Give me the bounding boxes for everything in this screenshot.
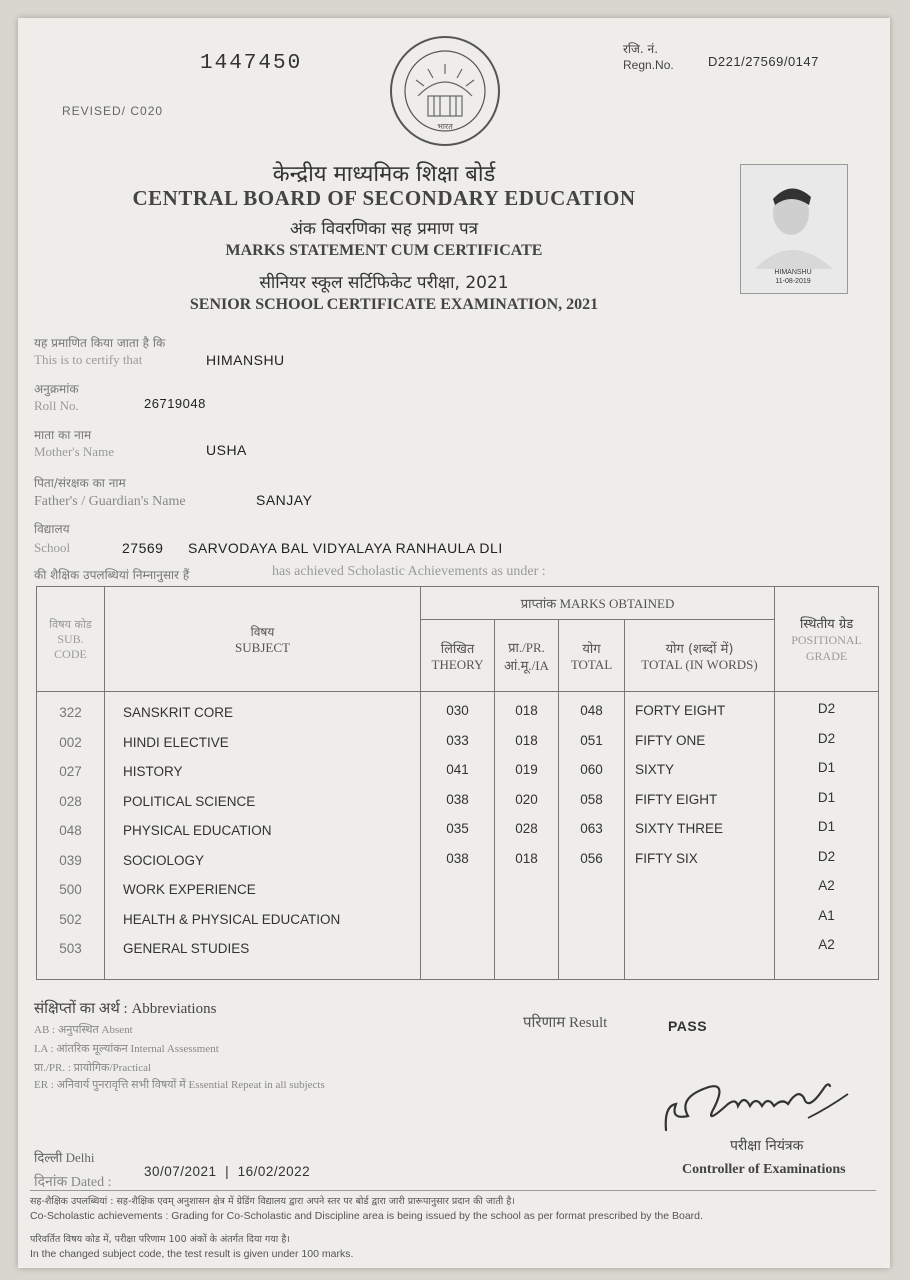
board-title: CENTRAL BOARD OF SECONDARY EDUCATION bbox=[132, 186, 636, 210]
result-label: परिणाम Result bbox=[523, 1015, 608, 1031]
achievement-label-hindi: की शैक्षिक उपलब्धियां निम्नानुसार हैं bbox=[34, 568, 190, 582]
place: दिल्ली Delhi bbox=[34, 1150, 95, 1165]
achievement-label: has achieved Scholastic Achievements as under : bbox=[272, 564, 546, 579]
total-marks bbox=[559, 903, 624, 933]
subject-name: POLITICAL SCIENCE bbox=[123, 793, 256, 809]
header-subject: विषय SUBJECT bbox=[105, 587, 421, 692]
col-subjects bbox=[105, 692, 421, 980]
theory-marks bbox=[421, 873, 494, 903]
sub-code: 322 bbox=[59, 705, 82, 720]
total-marks bbox=[559, 932, 624, 962]
positional-grade: A1 bbox=[818, 907, 835, 923]
subject-name: HISTORY bbox=[123, 764, 183, 779]
controller-label: Controller of Examinations bbox=[682, 1162, 846, 1177]
theory-marks: 041 bbox=[446, 762, 469, 777]
photo-caption-date: 11-08-2019 bbox=[775, 278, 811, 285]
regn-label-hindi: रजि. नं. bbox=[623, 42, 659, 56]
regn-label: Regn.No. bbox=[623, 58, 674, 72]
photo-caption-name: HIMANSHU bbox=[774, 269, 812, 276]
practical-marks: 018 bbox=[515, 732, 538, 748]
certificate-title: MARKS STATEMENT CUM CERTIFICATE bbox=[225, 242, 543, 259]
mother-name: USHA bbox=[206, 442, 247, 458]
total-in-words bbox=[625, 932, 774, 962]
header-total-words: योग (शब्दों में) TOTAL (IN WORDS) bbox=[625, 620, 775, 692]
header-marks-obtained: प्राप्तांक MARKS OBTAINED bbox=[421, 587, 775, 620]
footer-divider bbox=[30, 1190, 876, 1191]
col-total bbox=[559, 692, 625, 980]
practical-marks: 020 bbox=[515, 791, 538, 807]
sub-code: 502 bbox=[59, 911, 82, 927]
subject-name: HINDI ELECTIVE bbox=[123, 734, 229, 750]
mother-label: Mother's Name bbox=[34, 444, 114, 459]
total-in-words bbox=[625, 903, 774, 933]
practical-marks: 018 bbox=[515, 850, 538, 866]
note-changed-code: In the changed subject code, the test result is given under 100 marks. bbox=[30, 1248, 354, 1260]
total-marks: 058 bbox=[580, 791, 603, 807]
positional-grade: D2 bbox=[817, 848, 836, 864]
abbr-absent: AB : अनुपस्थित Absent bbox=[34, 1024, 133, 1036]
practical-marks: 028 bbox=[515, 821, 538, 836]
col-practical bbox=[495, 692, 559, 980]
regn-number: D221/27569/0147 bbox=[708, 54, 819, 69]
dated-label: दिनांक Dated : bbox=[34, 1175, 112, 1190]
total-in-words: FORTY EIGHT bbox=[635, 703, 726, 718]
revised-code: REVISED/ C020 bbox=[62, 104, 164, 118]
practical-marks bbox=[495, 932, 558, 962]
signature-icon bbox=[658, 1058, 858, 1148]
positional-grade: A2 bbox=[818, 937, 835, 952]
positional-grade: D1 bbox=[817, 789, 836, 805]
total-in-words: FIFTY EIGHT bbox=[635, 791, 718, 807]
marks-table bbox=[36, 586, 879, 980]
sub-code: 500 bbox=[59, 882, 82, 897]
header-sub-code: विषय कोड SUB. CODE bbox=[37, 587, 105, 692]
positional-grade: D2 bbox=[817, 701, 836, 716]
board-title-hindi: केन्द्रीय माध्यमिक शिक्षा बोर्ड bbox=[272, 162, 496, 187]
total-in-words: SIXTY bbox=[635, 762, 675, 777]
theory-marks: 038 bbox=[446, 791, 469, 807]
subject-name: WORK EXPERIENCE bbox=[123, 882, 256, 897]
father-label: Father's / Guardian's Name bbox=[34, 494, 186, 509]
result-value: PASS bbox=[668, 1018, 708, 1034]
header-positional-grade: स्थितीय ग्रेड POSITIONAL GRADE bbox=[775, 587, 879, 692]
roll-label: Roll No. bbox=[34, 398, 79, 413]
col-words bbox=[625, 692, 775, 980]
col-codes bbox=[37, 692, 105, 980]
cbse-seal-icon bbox=[388, 34, 502, 148]
theory-marks: 033 bbox=[446, 732, 469, 748]
positional-grade: D1 bbox=[817, 760, 836, 775]
exam-title-hindi: सीनियर स्कूल सर्टिफिकेट परीक्षा, 2021 bbox=[259, 273, 509, 293]
sub-code: 048 bbox=[59, 823, 82, 838]
certificate-title-hindi: अंक विवरणिका सह प्रमाण पत्र bbox=[289, 219, 479, 239]
total-marks: 051 bbox=[580, 732, 603, 748]
subject-name: HEALTH & PHYSICAL EDUCATION bbox=[123, 911, 341, 927]
mother-label-hindi: माता का नाम bbox=[34, 428, 92, 442]
school-label: School bbox=[34, 540, 71, 555]
note-co-scholastic-hindi: सह-शैक्षिक उपलब्धियां : सह-शैक्षिक एवम् अनुशासन क्षेत्र में ग्रेडिंग विद्यालय द्वारा अपने स्तर पर बोर्ड द्वारा जारी प्रारूपानुसार प्रदान की जाती है। bbox=[30, 1196, 515, 1207]
abbreviations-title: संक्षिप्तों का अर्थ : Abbreviations bbox=[34, 1001, 217, 1017]
header-theory: लिखित THEORY bbox=[421, 620, 495, 692]
sub-code: 002 bbox=[59, 734, 82, 750]
positional-grade: A2 bbox=[818, 878, 835, 893]
practical-marks: 019 bbox=[515, 762, 538, 777]
header-total: योग TOTAL bbox=[559, 620, 625, 692]
abbr-internal: I.A : आंतरिक मूल्यांकन Internal Assessment bbox=[34, 1043, 219, 1055]
certify-label-hindi: यह प्रमाणित किया जाता है कि bbox=[34, 336, 166, 350]
total-in-words: FIFTY SIX bbox=[635, 850, 698, 866]
photo-caption bbox=[740, 268, 846, 286]
total-in-words: FIFTY ONE bbox=[635, 732, 706, 748]
candidate-name: HIMANSHU bbox=[206, 352, 285, 368]
marks-certificate bbox=[18, 18, 890, 1268]
subject-name: GENERAL STUDIES bbox=[123, 941, 250, 956]
sub-code: 027 bbox=[59, 764, 82, 779]
total-in-words: SIXTY THREE bbox=[635, 821, 724, 836]
roll-number: 26719048 bbox=[144, 396, 206, 411]
note-changed-code-hindi: परिवर्तित विषय कोड में, परीक्षा परिणाम 100 अंकों के अंतर्गत दिया गया है। bbox=[30, 1234, 290, 1245]
total-marks bbox=[559, 873, 624, 903]
positional-grade: D1 bbox=[817, 819, 836, 834]
controller-label-hindi: परीक्षा नियंत्रक bbox=[730, 1138, 804, 1154]
certify-label: This is to certify that bbox=[34, 352, 143, 367]
seal-text: भारत bbox=[437, 122, 453, 131]
father-label-hindi: पिता/संरक्षक का नाम bbox=[34, 476, 126, 490]
sub-code: 039 bbox=[59, 852, 82, 868]
col-theory bbox=[421, 692, 495, 980]
theory-marks: 038 bbox=[446, 850, 469, 866]
header-practical: प्रा./PR. आं.मू./IA bbox=[495, 620, 559, 692]
exam-title: SENIOR SCHOOL CERTIFICATE EXAMINATION, 2021 bbox=[189, 296, 599, 313]
sub-code: 503 bbox=[59, 941, 82, 956]
abbr-essential-repeat: ER : अनिवार्य पुनरावृत्ति सभी विषयों में Essential Repeat in all subjects bbox=[34, 1079, 325, 1091]
theory-marks bbox=[421, 903, 494, 933]
theory-marks: 035 bbox=[446, 821, 469, 836]
theory-marks: 030 bbox=[446, 703, 469, 718]
total-marks: 056 bbox=[580, 850, 603, 866]
practical-marks bbox=[495, 873, 558, 903]
practical-marks bbox=[495, 903, 558, 933]
subject-name: SANSKRIT CORE bbox=[123, 705, 234, 720]
positional-grade: D2 bbox=[817, 730, 836, 746]
school-label-hindi: विद्यालय bbox=[34, 522, 70, 536]
theory-marks bbox=[421, 932, 494, 962]
roll-label-hindi: अनुक्रमांक bbox=[34, 382, 79, 396]
note-co-scholastic: Co-Scholastic achievements : Grading for Co-Scholastic and Discipline area is being issued by the school as per format prescribed by the Board. bbox=[30, 1210, 703, 1222]
col-grade bbox=[775, 692, 879, 980]
total-marks: 060 bbox=[580, 762, 603, 777]
total-marks: 048 bbox=[580, 703, 603, 718]
father-name: SANJAY bbox=[256, 492, 313, 508]
total-marks: 063 bbox=[580, 821, 603, 836]
subject-name: SOCIOLOGY bbox=[123, 852, 205, 868]
issue-dates: 30/07/2021 | 16/02/2022 bbox=[144, 1164, 311, 1179]
school-code: 27569 bbox=[122, 540, 164, 556]
subject-name: PHYSICAL EDUCATION bbox=[123, 823, 272, 838]
total-in-words bbox=[625, 873, 774, 903]
serial-number: 1447450 bbox=[200, 52, 303, 75]
sub-code: 028 bbox=[59, 793, 82, 809]
abbr-practical: प्रा./PR. : प्रायोगिक/Practical bbox=[34, 1062, 152, 1074]
practical-marks: 018 bbox=[515, 703, 538, 718]
school-name: SARVODAYA BAL VIDYALAYA RANHAULA DLI bbox=[188, 540, 503, 556]
